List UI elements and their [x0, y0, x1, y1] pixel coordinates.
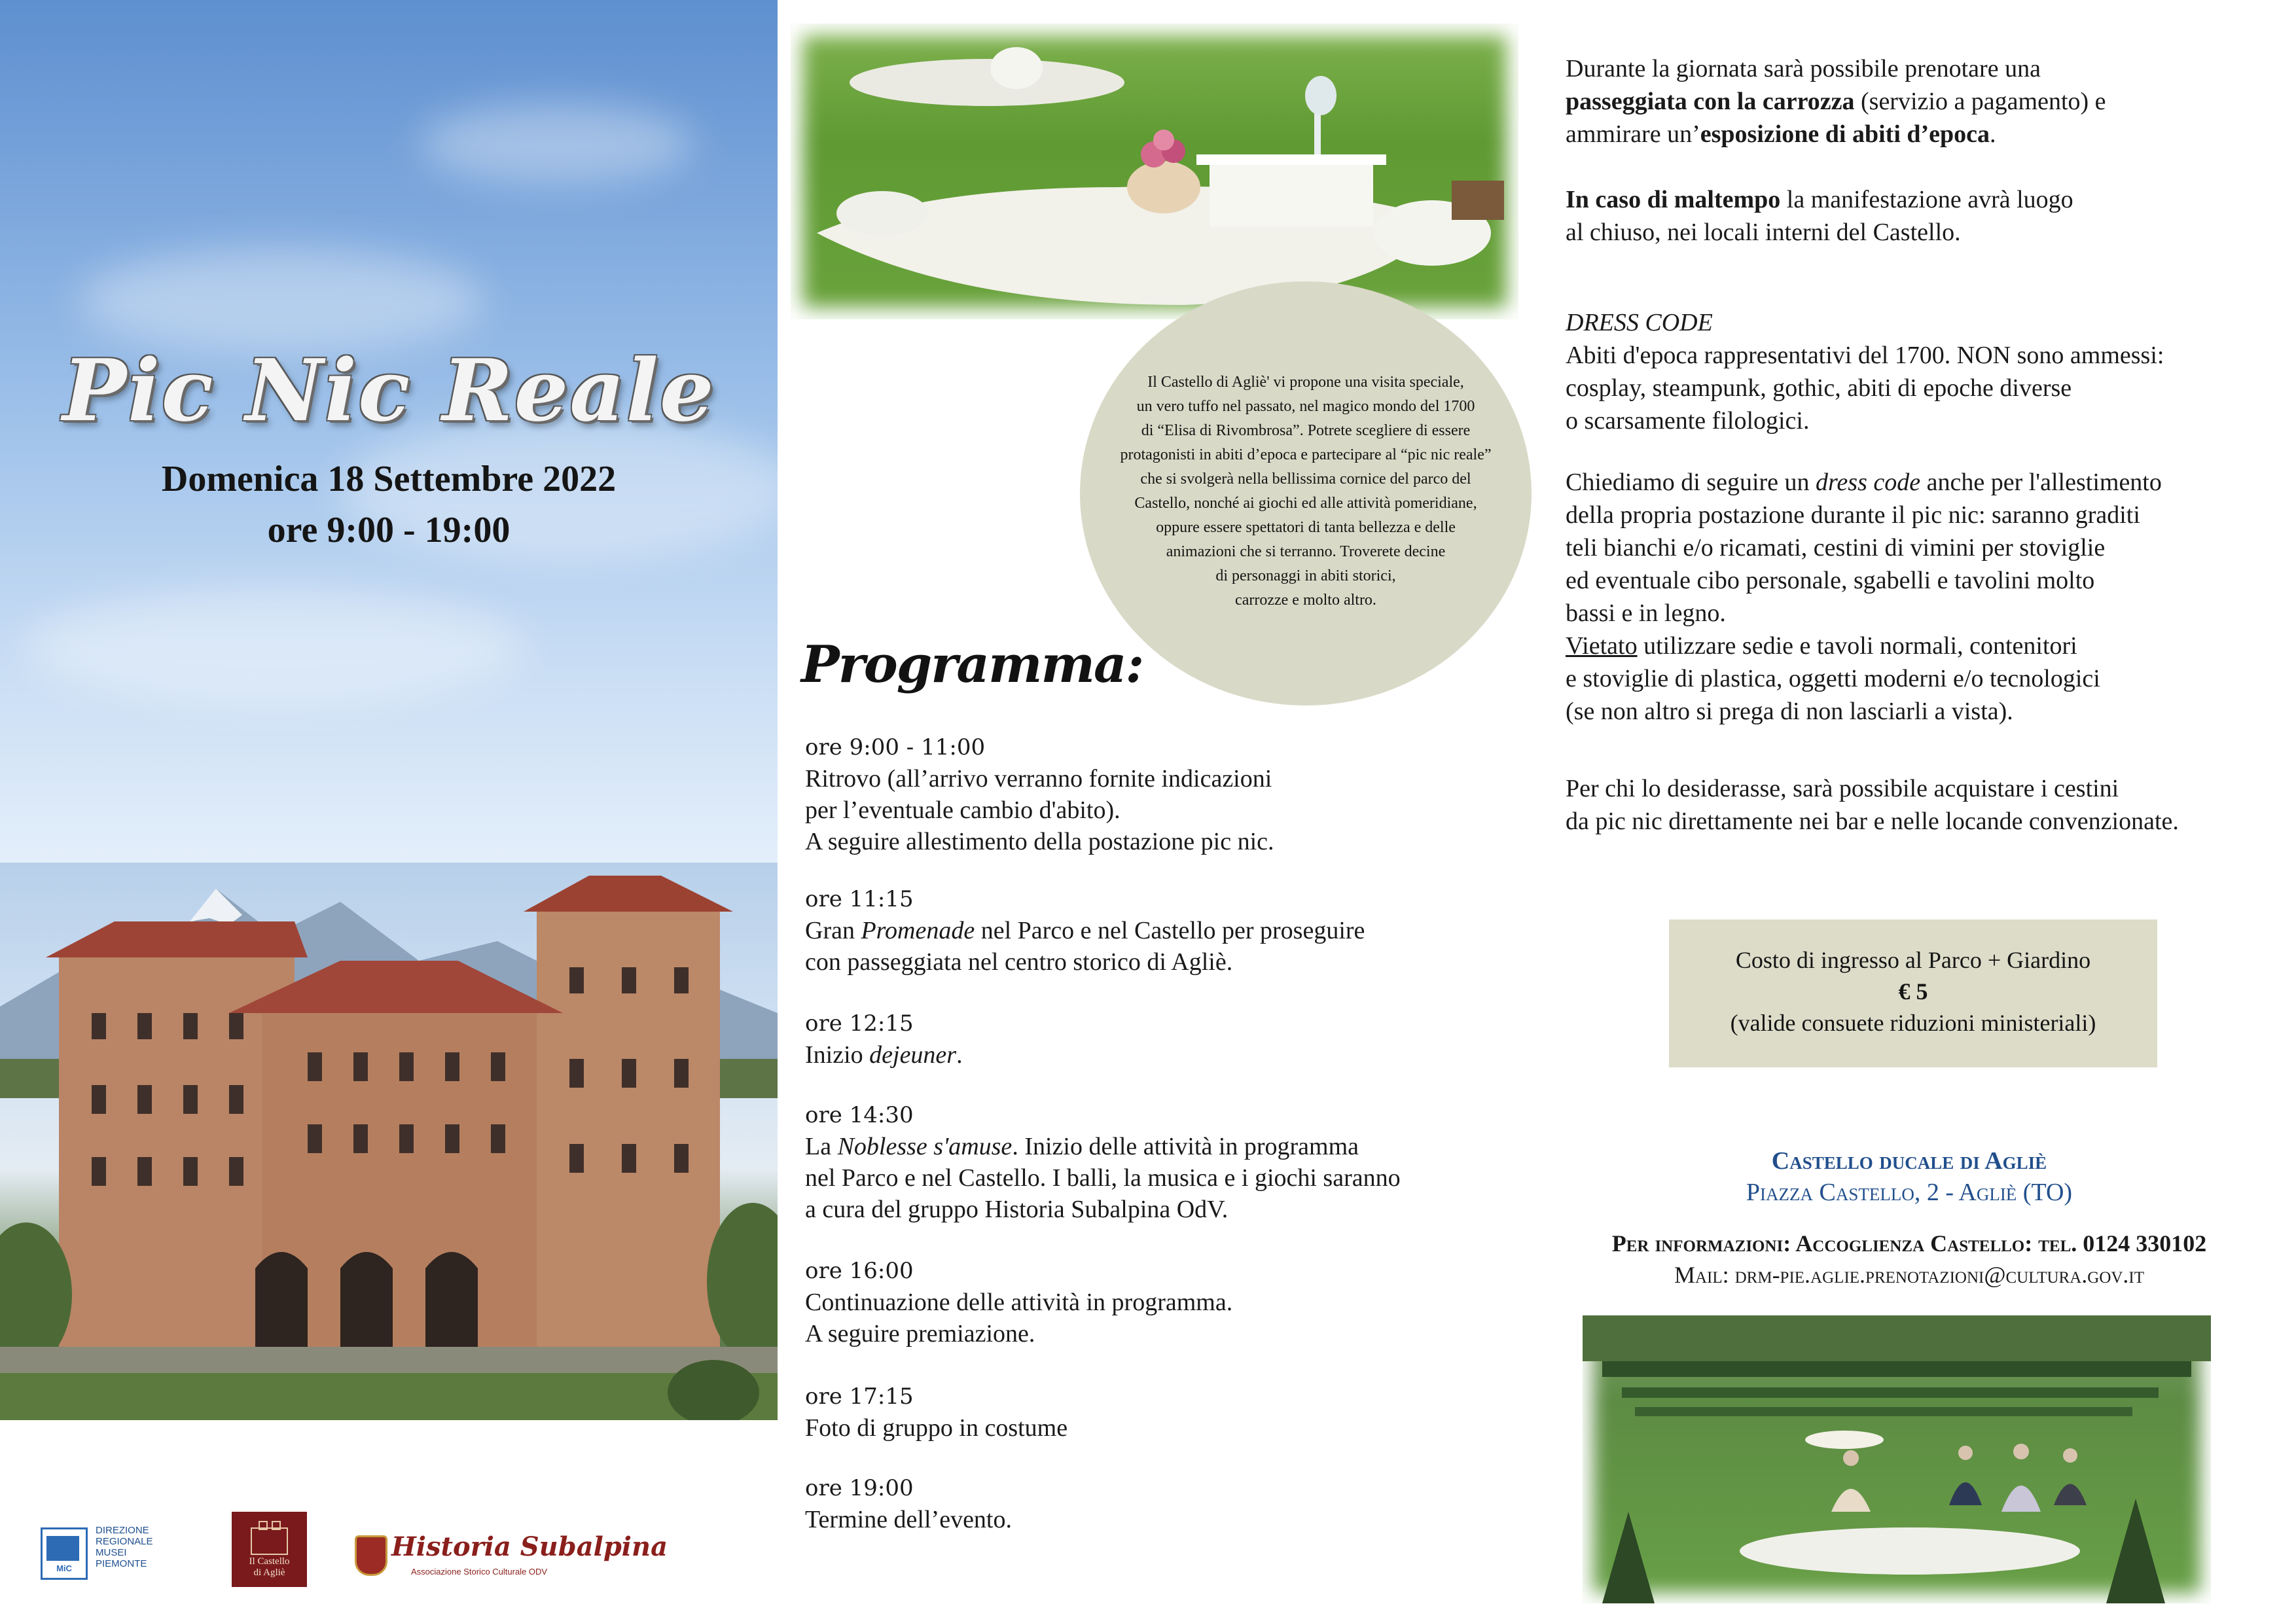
intro-line: Castello, nonché ai giochi ed alle attività pomeridiane, [1134, 495, 1477, 512]
intro-line: carrozze e molto altro. [1235, 592, 1376, 609]
paragraph-line: teli bianchi e/o ricamati, cestini di vimini per stoviglie [1566, 534, 2106, 562]
program-time: ore 17:15 [805, 1383, 914, 1410]
paragraph-line: o scarsamente filologici. [1566, 407, 1810, 435]
programma-heading: Programma: [801, 635, 1143, 694]
program-item [805, 1099, 1401, 1225]
paragraph-line: della propria postazione durante il pic nic: saranno graditi [1566, 501, 2140, 529]
intro-line: di “Elisa di Rivombrosa”. Potrete scegliere di essere [1141, 422, 1471, 439]
program-line: con passeggiata nel centro storico di Agliè. [805, 948, 1233, 976]
paragraph-fragment: anche per l'allestimento [1920, 469, 2162, 496]
info-mail: Mail: drm-pie.aglie.prenotazioni@cultura.gov.it [1674, 1262, 2145, 1288]
picnic-photo [791, 24, 1518, 319]
event-title: Pic Nic Reale [62, 340, 715, 440]
paragraph-line [1566, 183, 2073, 216]
venue-name: Castello ducale di Agliè [1771, 1147, 2047, 1175]
paragraph-line: al chiuso, nei locali interni del Castello. [1566, 219, 1961, 246]
intro-line: Il Castello di Agliè' vi propone una visita speciale, [1147, 374, 1464, 391]
program-item [805, 883, 1365, 978]
mic-logo [41, 1525, 173, 1582]
program-item [805, 1255, 1232, 1349]
mic-line: MUSEI [96, 1547, 127, 1558]
event-hours: ore 9:00 - 19:00 [267, 510, 511, 550]
program-time: ore 14:30 [805, 1102, 914, 1128]
venue-block [1566, 1145, 2253, 1208]
carriage-bold: passeggiata con la carrozza [1566, 88, 1855, 115]
cost-note: (valide consuete riduzioni ministeriali) [1730, 1010, 2096, 1036]
paragraph-line: cosplay, steampunk, gothic, abiti di epoche diverse [1566, 374, 2072, 402]
dress-code-italic: dress code [1816, 469, 1921, 496]
paragraph-fragment: Chiediamo di seguire un [1566, 469, 1816, 496]
mic-line: DIREZIONE [96, 1525, 149, 1536]
program-line: per l’eventuale cambio d'abito). [805, 796, 1121, 824]
noblesse-phrase: Noblesse s'amuse [837, 1133, 1013, 1160]
paragraph-line: da pic nic direttamente nei bar e nelle locande convenzionate. [1566, 808, 2179, 835]
paragraph-line: (se non altro si prega di non lasciarli a vista). [1566, 698, 2013, 725]
cost-box [1669, 919, 2157, 1067]
paragraph-line: Abiti d'epoca rappresentativi del 1700. NON sono ammessi: [1566, 342, 2164, 369]
program-time: ore 16:00 [805, 1258, 914, 1284]
intro-line: che si svolgerà nella bellissima cornice del parco del [1140, 471, 1471, 488]
program-item [805, 732, 1274, 857]
event-date: Domenica 18 Settembre 2022 [161, 459, 617, 499]
program-time: ore 12:15 [805, 1010, 914, 1037]
paragraph-line [1566, 466, 2162, 499]
dejeuner-word: dejeuner [869, 1041, 957, 1069]
info-phone: Per informazioni: Accoglienza Castello: tel. 0124 330102 [1611, 1230, 2207, 1257]
program-item [805, 1381, 1067, 1444]
historia-subalpina-logo [355, 1531, 668, 1584]
program-item [805, 1472, 1012, 1535]
dress-code-heading: DRESS CODE [1566, 309, 1713, 336]
crest-icon [355, 1535, 387, 1576]
program-line: Foto di gruppo in costume [805, 1414, 1068, 1442]
info-block [1566, 1228, 2253, 1291]
promenade-word: Promenade [861, 917, 975, 944]
program-line: Ritrovo (all’arrivo verranno fornite indicazioni [805, 765, 1272, 793]
mic-line: REGIONALE [96, 1536, 153, 1547]
castle-photo [0, 863, 778, 1420]
paragraph-line [1566, 630, 2162, 662]
paragraph-line: e stoviglie di plastica, oggetti moderni e/o tecnologici [1566, 665, 2100, 692]
intro-line: un vero tuffo nel passato, nel magico mondo del 1700 [1136, 398, 1475, 415]
intro-line: animazioni che si terranno. Troverete decine [1166, 543, 1446, 560]
historia-name: Historia Subalpina [391, 1531, 668, 1562]
vietato-underlined: Vietato [1566, 632, 1638, 660]
program-time: ore 11:15 [805, 886, 914, 912]
paragraph-line [1566, 85, 2106, 118]
venue-address: Piazza Castello, 2 - Agliè (TO) [1746, 1179, 2073, 1206]
program-item [805, 1008, 963, 1071]
program-line: Continuazione delle attività in programma. [805, 1289, 1233, 1316]
program-time: ore 9:00 - 11:00 [805, 734, 986, 760]
paragraph-line: Durante la giornata sarà possibile prenotare una [1566, 55, 2041, 82]
castello-logo-line: di Agliè [253, 1567, 285, 1578]
paragraph-fragment: utilizzare sedie e tavoli normali, contenitori [1637, 632, 2077, 660]
cost-label: Costo di ingresso al Parco + Giardino [1735, 947, 2091, 973]
castello-logo-line: Il Castello [249, 1556, 290, 1567]
weather-paragraph [1566, 183, 2073, 249]
paragraph-line [1566, 118, 2106, 151]
intro-line: oppure essere spettatori di tanta bellezza e delle [1156, 519, 1456, 536]
paragraph-fragment: ammirare un’ [1566, 120, 1700, 148]
paragraph-line: bassi e in legno. [1566, 599, 1726, 627]
paragraph-line: ed eventuale cibo personale, sgabelli e tavolini molto [1566, 567, 2095, 594]
program-line: Gran Promenade nel Parco e nel Castello per proseguire [805, 917, 1365, 944]
baskets-paragraph [1566, 772, 2179, 838]
historia-subtitle: Associazione Storico Culturale ODV [411, 1567, 548, 1577]
castello-aglie-logo [232, 1512, 307, 1587]
program-line: Inizio dejeuner. [805, 1041, 963, 1069]
cost-price: € 5 [1898, 978, 1928, 1005]
left-panel [0, 0, 778, 1623]
program-time: ore 19:00 [805, 1475, 914, 1501]
program-line: La Noblesse s'amuse. Inizio delle attività in programma [805, 1133, 1359, 1160]
intro-line: protagonisti in abiti d’epoca e partecipare al “pic nic reale” [1120, 446, 1492, 463]
intro-line: di personaggi in abiti storici, [1215, 567, 1396, 584]
dress-code-section [1566, 306, 2164, 437]
program-line: A seguire premiazione. [805, 1320, 1035, 1347]
program-line: Termine dell’evento. [805, 1506, 1012, 1533]
intro-text [1106, 370, 1505, 613]
mic-badge-text: MiC [56, 1563, 72, 1573]
garden-photo [1583, 1315, 2211, 1603]
paragraph-fragment: la manifestazione avrà luogo [1780, 186, 2073, 213]
weather-bold: In caso di maltempo [1566, 186, 1781, 213]
program-line: a cura del gruppo Historia Subalpina OdV. [805, 1196, 1229, 1223]
mic-line: PIEMONTE [96, 1558, 147, 1569]
setup-paragraph [1566, 466, 2162, 728]
exhibition-bold: esposizione di abiti d’epoca [1700, 120, 1990, 148]
program-line: nel Parco e nel Castello. I balli, la musica e i giochi saranno [805, 1164, 1401, 1192]
paragraph-fragment: (servizio a pagamento) e [1854, 88, 2106, 115]
paragraph-fragment: . [1990, 120, 1996, 148]
carriage-paragraph [1566, 52, 2106, 151]
paragraph-line: Per chi lo desiderasse, sarà possibile acquistare i cestini [1566, 775, 2119, 802]
program-line: A seguire allestimento della postazione pic nic. [805, 828, 1274, 855]
